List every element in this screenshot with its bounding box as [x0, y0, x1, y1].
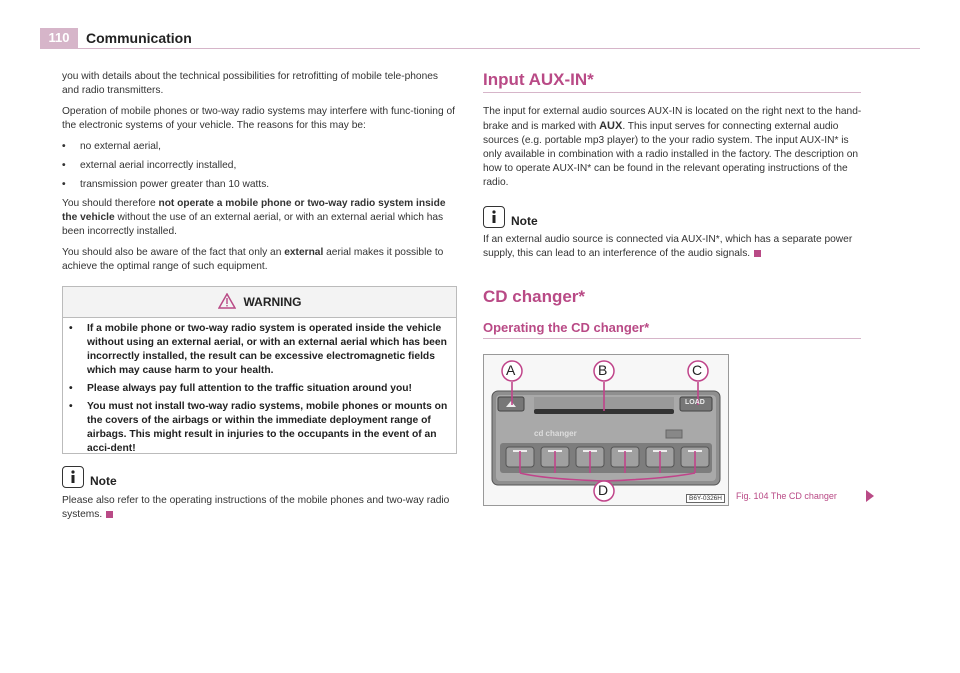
section-rule — [483, 92, 861, 93]
warning-title: WARNING — [243, 295, 302, 309]
callout-label-d: D — [598, 482, 609, 498]
warning-item: • If a mobile phone or two-way radio system is operated inside the vehicle without using an external aerial, or with an external aerial which has been incorrectly installed, the result can be excessive electromagnetic fields which may cause harm to your health. — [69, 323, 447, 376]
next-page-arrow-icon — [866, 490, 874, 502]
warning-header — [63, 287, 456, 318]
load-label: LOAD — [685, 399, 705, 406]
note-header — [483, 206, 538, 228]
callout-label-a: A — [506, 362, 516, 378]
section-title-aux: Input AUX-IN* — [483, 70, 594, 89]
brand-text: cd changer — [534, 429, 577, 438]
callout-label-b: B — [598, 362, 608, 378]
subsection-rule — [483, 338, 861, 339]
note-header — [62, 466, 117, 488]
header-rule — [40, 48, 920, 49]
end-mark-icon — [754, 250, 761, 257]
warning-box — [62, 286, 457, 454]
end-mark-icon — [106, 511, 113, 518]
page-number: 110 — [40, 28, 78, 48]
note-label: Note — [511, 214, 538, 228]
warning-item: • You must not install two-way radio systems, mobile phones or mounts on the covers of the airbags or within the immediate deployment range of airbags. This might result in injuries to the occupants in the event of an acci-dent! — [69, 401, 448, 454]
note-info-icon — [483, 206, 505, 228]
paragraph: you with details about the technical possibilities for retrofitting of mobile tele-phones and radio transmitters. — [62, 71, 439, 96]
figure-code: B6Y-0326H — [686, 494, 725, 503]
note-label: Note — [90, 474, 117, 488]
warning-item: • Please always pay full attention to the traffic situation around you! — [69, 383, 412, 394]
chapter-title: Communication — [86, 30, 192, 46]
list-item: • no external aerial, — [62, 141, 161, 152]
paragraph: You should also be aware of the fact that only an external aerial makes it possible to achieve the optimal range of such equipment. — [62, 247, 444, 272]
aux-symbol: AUX — [599, 120, 623, 132]
list-item: • transmission power greater than 10 watts. — [62, 179, 270, 190]
warning-triangle-icon — [218, 293, 236, 312]
callout-label-c: C — [692, 362, 703, 378]
list-item: • external aerial incorrectly installed, — [62, 160, 237, 171]
paragraph: Operation of mobile phones or two-way radio systems may interfere with func-tioning of the electronic systems of your vehicle. The reasons for this may be: — [62, 106, 455, 131]
aux-paragraph: The input for external audio sources AUX-IN is located on the right next to the hand-brake and is marked with AUX. This input serves for connecting external audio sources (e.g. portable mp3 player) to the your radio system. The input AUX-IN* is only available in combination with a radio installed in the factory. The description on how to operate AUX-IN* can be found in the relevant operating instructions of the radio. — [483, 106, 862, 188]
note-text: If an external audio source is connected via AUX-IN*, which has a separate power supply, this can lead to an interference of the audio signals. — [483, 234, 853, 259]
note-text: Please also refer to the operating instructions of the mobile phones and two-way radio systems. — [62, 495, 450, 520]
section-title-cd: CD changer* — [483, 287, 586, 306]
note-info-icon — [62, 466, 84, 488]
figure-caption: Fig. 104 The CD changer — [736, 491, 837, 501]
cd-changer-figure — [483, 354, 729, 506]
subsection-title: Operating the CD changer* — [483, 320, 650, 335]
left-column — [62, 70, 455, 281]
paragraph: You should therefore not operate a mobile phone or two-way radio system inside the vehicle without the use of an external aerial, or with an external aerial which has been incorrectly installed. — [62, 198, 446, 237]
